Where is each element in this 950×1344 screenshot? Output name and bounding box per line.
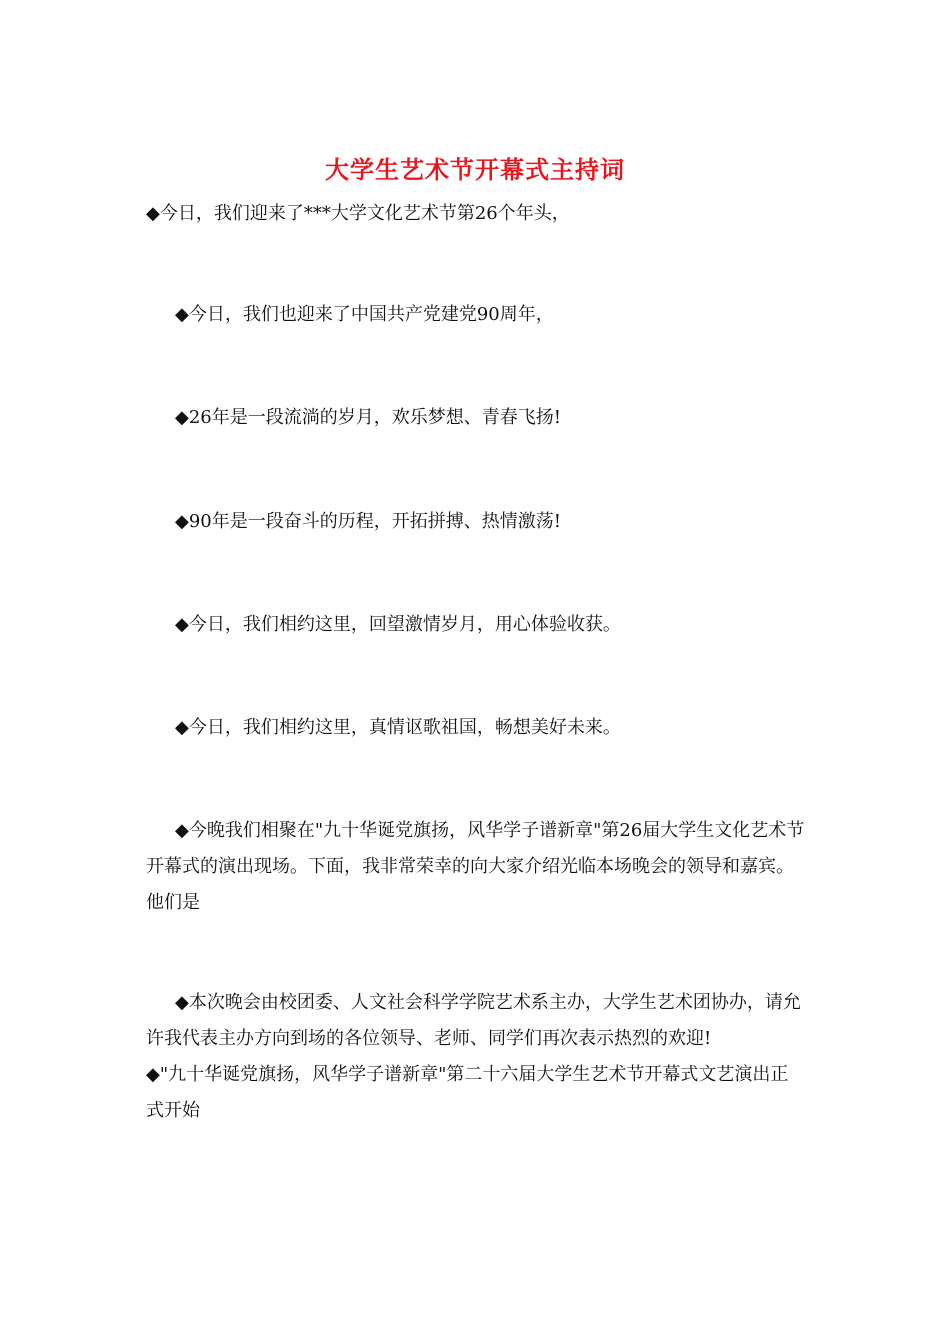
host-line-1: ◆今日，我们迎来了***大学文化艺术节第26个年头， [146, 203, 570, 224]
welcome-paragraph: ◆本次晚会由校团委、人文社会科学学院艺术系主办，大学生艺术团协办，请允许我代表主办方向到场的各位领导、老师、同学们再次表示热烈的欢迎! [146, 992, 801, 1049]
closing-paragraph-block [146, 985, 806, 1129]
host-line-2: ◆今日，我们也迎来了中国共产党建党90周年， [175, 304, 554, 325]
start-paragraph: ◆"九十华诞党旗扬，风华学子谱新章"第二十六届大学生艺术节开幕式文艺演出正式开始 [146, 1064, 789, 1121]
host-line-5: ◆今日，我们相约这里，回望激情岁月，用心体验收获。 [175, 614, 621, 635]
host-line-6: ◆今日，我们相约这里，真情讴歌祖国，畅想美好未来。 [175, 717, 621, 738]
document-title: 大学生艺术节开幕式主持词 [325, 155, 625, 184]
intro-paragraph-block [146, 813, 806, 921]
host-line-3: ◆26年是一段流淌的岁月，欢乐梦想、青春飞扬! [175, 407, 561, 428]
host-line-4: ◆90年是一段奋斗的历程，开拓拼搏、热情激荡! [175, 511, 561, 532]
intro-paragraph: ◆今晚我们相聚在"九十华诞党旗扬，风华学子谱新章"第26届大学生文化艺术节开幕式的演出现场。下面，我非常荣幸的向大家介绍光临本场晚会的领导和嘉宾。他们是 [146, 820, 805, 913]
